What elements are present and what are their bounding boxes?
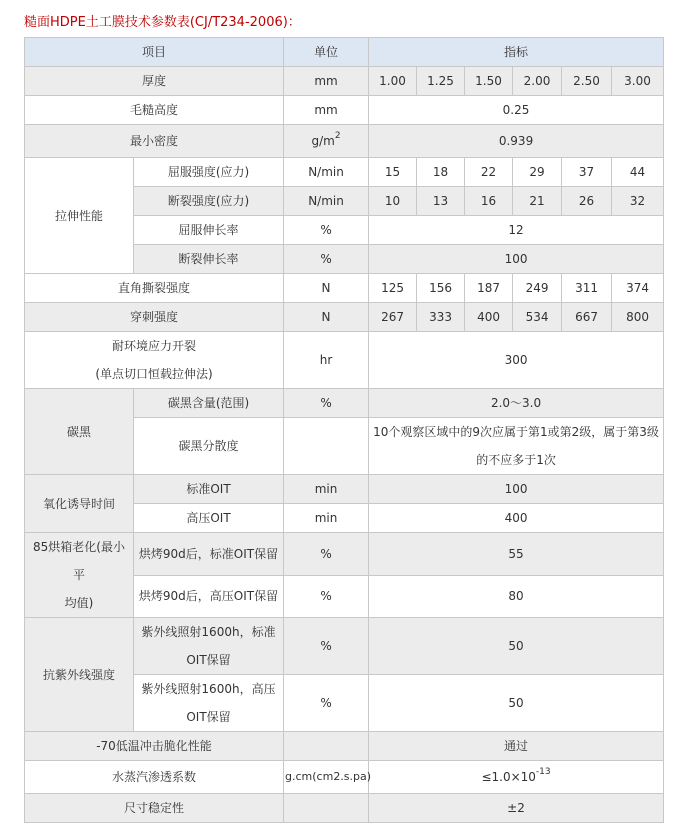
value-cell: 400 bbox=[369, 504, 664, 533]
value-cell: 15 bbox=[369, 158, 417, 187]
value-cell: 3.00 bbox=[612, 67, 664, 96]
value-cell: 44 bbox=[612, 158, 664, 187]
value-cell: 10 bbox=[369, 187, 417, 216]
row-unit: mm bbox=[284, 67, 369, 96]
group-label: 氧化诱导时间 bbox=[25, 475, 134, 533]
value-cell: 12 bbox=[369, 216, 664, 245]
row-label bbox=[134, 675, 284, 732]
row-stress-crack bbox=[25, 332, 664, 389]
table-header-row bbox=[25, 38, 664, 67]
value-cell: 534 bbox=[513, 303, 562, 332]
row-unit: % bbox=[284, 675, 369, 732]
value-cell bbox=[369, 761, 664, 794]
group-label: 拉伸性能 bbox=[25, 158, 134, 274]
value-cell: 16 bbox=[465, 187, 513, 216]
row-unit bbox=[284, 125, 369, 158]
value-cell: 800 bbox=[612, 303, 664, 332]
value-cell: 125 bbox=[369, 274, 417, 303]
value-cell: 26 bbox=[562, 187, 612, 216]
value-cell: 0.25 bbox=[369, 96, 664, 125]
row-unit: mm bbox=[284, 96, 369, 125]
value-base: ≤1.0×10 bbox=[481, 770, 536, 784]
row-label: 尺寸稳定性 bbox=[25, 794, 284, 823]
unit-superscript: 2 bbox=[334, 131, 341, 141]
value-cell bbox=[369, 418, 664, 475]
value-cell: 2.0～3.0 bbox=[369, 389, 664, 418]
value-cell: 50 bbox=[369, 675, 664, 732]
row-tear bbox=[25, 274, 664, 303]
value-cell: ±2 bbox=[369, 794, 664, 823]
value-cell: 100 bbox=[369, 475, 664, 504]
label-line: OIT保留 bbox=[186, 653, 231, 667]
value-cell: 18 bbox=[417, 158, 465, 187]
row-label: -70低温冲击脆化性能 bbox=[25, 732, 284, 761]
row-unit bbox=[284, 732, 369, 761]
row-label: 最小密度 bbox=[25, 125, 284, 158]
row-dimensional bbox=[25, 794, 664, 823]
value-cell: 55 bbox=[369, 533, 664, 576]
label-line: 85烘箱老化(最小平 bbox=[33, 540, 125, 582]
row-low-temp bbox=[25, 732, 664, 761]
value-cell: 50 bbox=[369, 618, 664, 675]
row-label: 厚度 bbox=[25, 67, 284, 96]
row-label: 标准OIT bbox=[134, 475, 284, 504]
row-unit: % bbox=[284, 618, 369, 675]
row-uv-standard bbox=[25, 618, 664, 675]
group-label: 碳黑 bbox=[25, 389, 134, 475]
value-cell: 156 bbox=[417, 274, 465, 303]
value-line: 的不应多于1次 bbox=[476, 453, 556, 467]
value-cell: 100 bbox=[369, 245, 664, 274]
value-cell: 1.25 bbox=[417, 67, 465, 96]
row-density bbox=[25, 125, 664, 158]
header-item: 项目 bbox=[25, 38, 284, 67]
row-yield-strength bbox=[25, 158, 664, 187]
label-line: 均值) bbox=[64, 596, 94, 610]
label-line: 紫外线照射1600h，标准 bbox=[141, 625, 276, 639]
value-cell: 333 bbox=[417, 303, 465, 332]
row-unit: N/min bbox=[284, 187, 369, 216]
row-unit: % bbox=[284, 245, 369, 274]
group-label bbox=[25, 533, 134, 618]
value-cell: 29 bbox=[513, 158, 562, 187]
value-cell: 1.00 bbox=[369, 67, 417, 96]
header-index: 指标 bbox=[369, 38, 664, 67]
row-unit: % bbox=[284, 389, 369, 418]
row-oit-standard bbox=[25, 475, 664, 504]
value-cell: 2.50 bbox=[562, 67, 612, 96]
value-superscript: -13 bbox=[535, 767, 551, 777]
row-label: 烘烤90d后，标准OIT保留 bbox=[134, 533, 284, 576]
value-cell: 187 bbox=[465, 274, 513, 303]
row-unit: N bbox=[284, 303, 369, 332]
value-cell: 0.939 bbox=[369, 125, 664, 158]
value-cell: 通过 bbox=[369, 732, 664, 761]
value-cell: 400 bbox=[465, 303, 513, 332]
row-unit: min bbox=[284, 475, 369, 504]
row-oven-standard bbox=[25, 533, 664, 576]
label-line: OIT保留 bbox=[186, 710, 231, 724]
value-cell: 249 bbox=[513, 274, 562, 303]
row-label: 碳黑含量(范围) bbox=[134, 389, 284, 418]
row-thickness bbox=[25, 67, 664, 96]
value-cell: 667 bbox=[562, 303, 612, 332]
value-cell: 1.50 bbox=[465, 67, 513, 96]
row-label: 屈服伸长率 bbox=[134, 216, 284, 245]
page-title: 糙面HDPE土工膜技术参数表(CJ/T234-2006)： bbox=[24, 15, 301, 30]
row-label bbox=[25, 332, 284, 389]
group-label: 抗紫外线强度 bbox=[25, 618, 134, 732]
row-asperity bbox=[25, 96, 664, 125]
value-cell: 267 bbox=[369, 303, 417, 332]
unit-base: g/m bbox=[311, 134, 335, 148]
row-label: 屈服强度(应力) bbox=[134, 158, 284, 187]
row-unit bbox=[284, 418, 369, 475]
row-vapor bbox=[25, 761, 664, 794]
value-cell: 2.00 bbox=[513, 67, 562, 96]
value-cell: 80 bbox=[369, 575, 664, 618]
value-cell: 22 bbox=[465, 158, 513, 187]
row-label: 烘烤90d后，高压OIT保留 bbox=[134, 575, 284, 618]
row-unit: % bbox=[284, 216, 369, 245]
value-line: 10个观察区域中的9次应属于第1或第2级，属于第3级 bbox=[373, 425, 659, 439]
row-label: 穿刺强度 bbox=[25, 303, 284, 332]
value-cell: 32 bbox=[612, 187, 664, 216]
row-unit bbox=[284, 794, 369, 823]
row-unit: N/min bbox=[284, 158, 369, 187]
spec-table bbox=[24, 37, 664, 823]
row-puncture bbox=[25, 303, 664, 332]
row-label: 断裂伸长率 bbox=[134, 245, 284, 274]
value-cell: 21 bbox=[513, 187, 562, 216]
row-unit: N bbox=[284, 274, 369, 303]
row-unit: min bbox=[284, 504, 369, 533]
row-carbon-content bbox=[25, 389, 664, 418]
row-label: 直角撕裂强度 bbox=[25, 274, 284, 303]
value-cell: 37 bbox=[562, 158, 612, 187]
value-cell: 300 bbox=[369, 332, 664, 389]
header-unit: 单位 bbox=[284, 38, 369, 67]
row-unit: % bbox=[284, 533, 369, 576]
value-cell: 374 bbox=[612, 274, 664, 303]
row-label: 高压OIT bbox=[134, 504, 284, 533]
label-line: (单点切口恒载拉伸法) bbox=[95, 367, 213, 381]
row-unit: % bbox=[284, 575, 369, 618]
row-unit: hr bbox=[284, 332, 369, 389]
row-label: 碳黑分散度 bbox=[134, 418, 284, 475]
value-cell: 311 bbox=[562, 274, 612, 303]
row-label bbox=[134, 618, 284, 675]
row-label: 断裂强度(应力) bbox=[134, 187, 284, 216]
row-label: 水蒸汽渗透系数 bbox=[25, 761, 284, 794]
value-cell: 13 bbox=[417, 187, 465, 216]
label-line: 耐环境应力开裂 bbox=[112, 339, 197, 353]
row-unit: g.cm(cm2.s.pa) bbox=[284, 761, 369, 794]
label-line: 紫外线照射1600h，高压 bbox=[141, 682, 276, 696]
row-label: 毛糙高度 bbox=[25, 96, 284, 125]
